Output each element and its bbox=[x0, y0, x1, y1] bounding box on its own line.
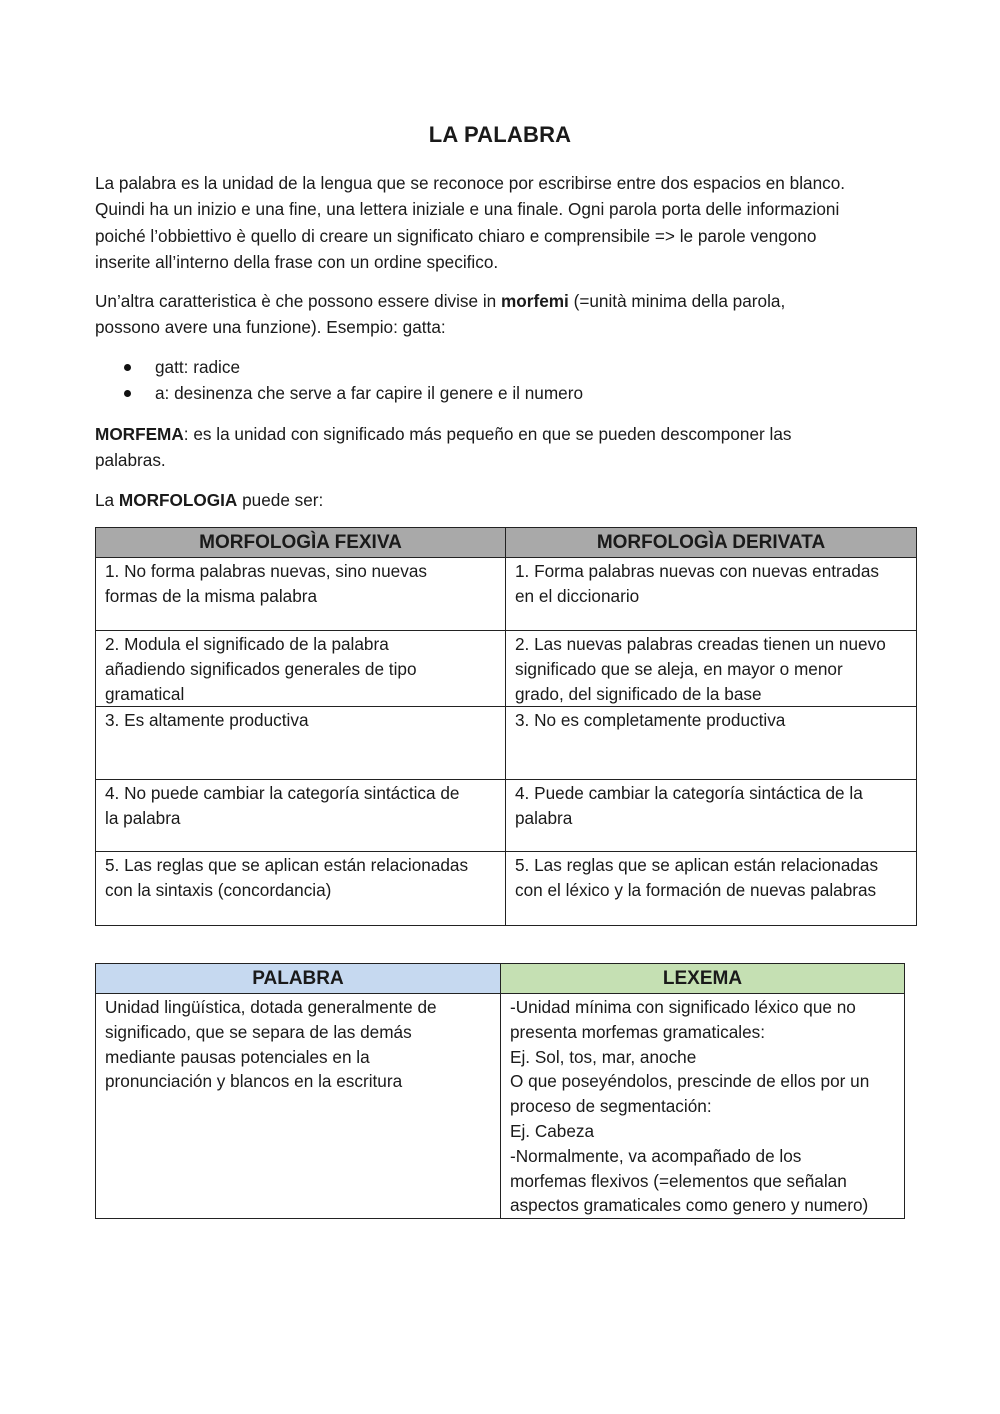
list-item bbox=[95, 380, 905, 406]
cell-line: 3. No es completamente productiva bbox=[515, 710, 786, 731]
morfemi-line: possono avere una funzione). Esempio: gatta: bbox=[95, 317, 446, 338]
cell-line: con la sintaxis (concordancia) bbox=[105, 880, 332, 901]
column-header-flexiva: MORFOLOGÌA FEXIVA bbox=[96, 528, 506, 558]
table-row bbox=[96, 631, 917, 707]
cell-line: -Normalmente, va acompañado de los bbox=[510, 1145, 802, 1166]
morfologia-intro bbox=[95, 487, 905, 513]
morfologia-term: MORFOLOGIA bbox=[118, 490, 238, 510]
column-header-derivata: MORFOLOGÌA DERIVATA bbox=[506, 528, 917, 558]
morfema-text: : es la unidad con significado más pequeño en que se pueden descomponer las bbox=[183, 424, 792, 444]
table-cell bbox=[96, 631, 506, 707]
table-row bbox=[96, 994, 905, 1219]
morfemi-text-post: (=unità minima della parola, bbox=[568, 291, 786, 311]
intro-line: inserite all’interno della frase con un ordine specifico. bbox=[95, 251, 499, 272]
cell-line: 1. No forma palabras nuevas, sino nuevas bbox=[105, 561, 427, 581]
cell-line: 4. No puede cambiar la categoría sintáctica de bbox=[105, 783, 460, 804]
cell-line: proceso de segmentación: bbox=[510, 1096, 712, 1117]
cell-line: gramatical bbox=[105, 683, 185, 704]
cell-line: morfemas flexivos (=elementos que señalan bbox=[510, 1170, 847, 1191]
example-bullet-list bbox=[95, 354, 905, 406]
bullet-icon bbox=[124, 364, 131, 371]
intro-paragraph bbox=[95, 170, 905, 275]
cell-line: Ej. Sol, tos, mar, anoche bbox=[510, 1046, 697, 1067]
table-row bbox=[96, 852, 917, 926]
cell-line: en el diccionario bbox=[515, 585, 640, 606]
table-cell bbox=[506, 780, 917, 852]
table-row bbox=[96, 780, 917, 852]
morfema-line: palabras. bbox=[95, 450, 166, 471]
cell-line: 5. Las reglas que se aplican están relacionadas bbox=[515, 855, 879, 876]
morfologia-text-pre: La bbox=[95, 490, 119, 510]
cell-line: la palabra bbox=[105, 808, 181, 829]
table-cell bbox=[506, 707, 917, 780]
table-cell bbox=[506, 852, 917, 926]
morfemi-paragraph bbox=[95, 288, 905, 341]
table-row bbox=[96, 558, 917, 631]
cell-line: significado, que se separa de las demás bbox=[105, 1021, 412, 1042]
intro-line: Quindi ha un inizio e una fine, una lettera iniziale e una finale. Ogni parola porta delle informazioni bbox=[95, 199, 840, 220]
cell-line: 5. Las reglas que se aplican están relacionadas bbox=[105, 855, 469, 876]
column-header-palabra: PALABRA bbox=[96, 964, 501, 994]
list-item-text: a: desinenza che serve a far capire il genere e il numero bbox=[155, 383, 584, 403]
cell-line: 2. Las nuevas palabras creadas tienen un nuevo bbox=[515, 634, 886, 654]
cell-line: O que poseyéndolos, prescinde de ellos por un bbox=[510, 1071, 870, 1092]
table-header-row bbox=[96, 964, 905, 994]
cell-line: significado que se aleja, en mayor o menor bbox=[515, 658, 843, 679]
cell-line: palabra bbox=[515, 808, 573, 829]
cell-line: aspectos gramaticales como genero y numero) bbox=[510, 1195, 869, 1216]
cell-line: -Unidad mínima con significado léxico que no bbox=[510, 997, 856, 1017]
cell-line: con el léxico y la formación de nuevas palabras bbox=[515, 880, 877, 901]
cell-line: añadiendo significados generales de tipo bbox=[105, 658, 417, 679]
palabra-lexema-table bbox=[95, 963, 905, 1219]
list-item-text: gatt: radice bbox=[155, 357, 241, 377]
morfema-line bbox=[95, 421, 905, 447]
table-cell bbox=[96, 780, 506, 852]
table-cell bbox=[506, 631, 917, 707]
table-cell bbox=[96, 707, 506, 780]
column-header-lexema: LEXEMA bbox=[501, 964, 905, 994]
table-cell bbox=[96, 994, 501, 1219]
morfemi-text-pre: Un’altra caratteristica è che possono essere divise in bbox=[95, 291, 502, 311]
table-row bbox=[96, 707, 917, 780]
cell-line: 3. Es altamente productiva bbox=[105, 710, 309, 731]
morfemi-line bbox=[95, 288, 905, 314]
cell-line: Ej. Cabeza bbox=[510, 1120, 595, 1141]
intro-line: poiché l’obbiettivo è quello di creare un significato chiaro e comprensibile => le parole vengono bbox=[95, 225, 817, 246]
bullet-icon bbox=[124, 390, 131, 397]
table-cell bbox=[501, 994, 905, 1219]
morfemi-term: morfemi bbox=[501, 291, 569, 311]
morfologia-comparison-table bbox=[95, 527, 917, 926]
morfema-definition bbox=[95, 421, 905, 474]
table-cell bbox=[506, 558, 917, 631]
intro-line: La palabra es la unidad de la lengua que se reconoce por escribirse entre dos espacios en blanco. bbox=[95, 173, 846, 193]
cell-line: grado, del significado de la base bbox=[515, 683, 762, 704]
cell-line: mediante pausas potenciales en la bbox=[105, 1046, 370, 1067]
cell-line: Unidad lingüística, dotada generalmente de bbox=[105, 997, 437, 1017]
cell-line: 4. Puede cambiar la categoría sintáctica de la bbox=[515, 783, 863, 804]
cell-line: presenta morfemas gramaticales: bbox=[510, 1021, 766, 1042]
cell-line: formas de la misma palabra bbox=[105, 585, 318, 606]
cell-line: 1. Forma palabras nuevas con nuevas entradas bbox=[515, 561, 880, 581]
page-title: LA PALABRA bbox=[428, 122, 572, 147]
table-cell bbox=[96, 558, 506, 631]
morfologia-line bbox=[95, 487, 905, 513]
cell-line: pronunciación y blancos en la escritura bbox=[105, 1071, 403, 1092]
morfologia-text-post: puede ser: bbox=[237, 490, 324, 510]
table-header-row bbox=[96, 528, 917, 558]
list-item bbox=[95, 354, 905, 380]
table-cell bbox=[96, 852, 506, 926]
morfema-term: MORFEMA bbox=[95, 424, 184, 444]
cell-line: 2. Modula el significado de la palabra bbox=[105, 634, 389, 654]
